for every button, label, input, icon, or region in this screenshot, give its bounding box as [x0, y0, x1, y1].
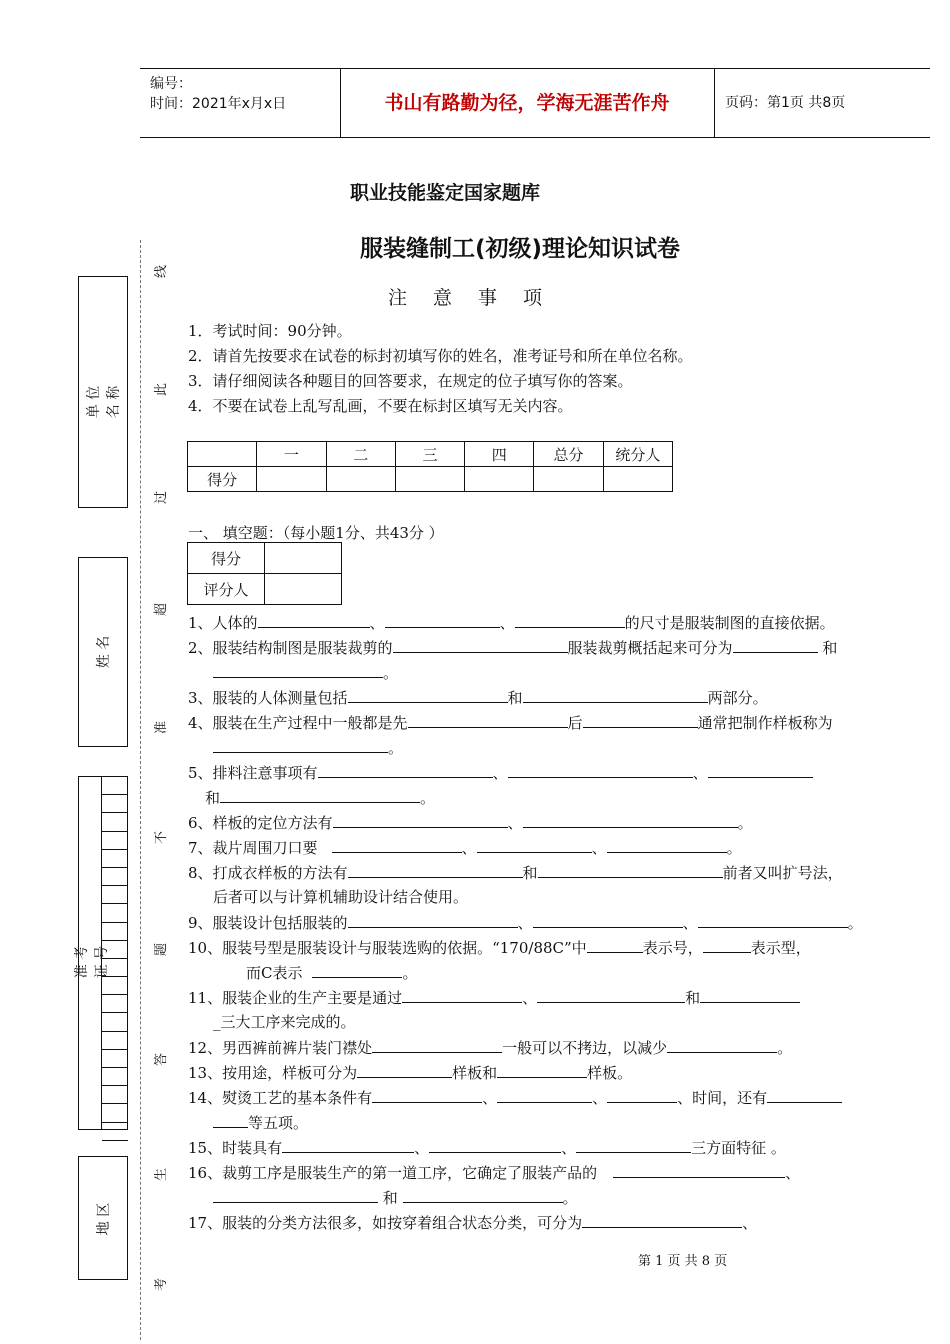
header-info-cell — [140, 69, 341, 137]
exam-number-label: 准 考 证 号 — [74, 945, 110, 979]
binding-char: 题 — [154, 942, 170, 957]
instruction-4: 4．不要在试卷上乱写乱画，不要在标封区填写无关内容。 — [188, 397, 573, 415]
question-15: 15、时装具有 、 、 三方面特征 。 — [188, 1136, 786, 1158]
score-cell[interactable] — [395, 467, 464, 492]
instruction-3: 3．请仔细阅读各种题目的回答要求，在规定的位子填写你的答案。 — [188, 372, 633, 390]
exam-number-box[interactable] — [74, 776, 128, 1130]
question-16-cont: 和 。 — [213, 1186, 578, 1208]
binding-char: 不 — [154, 830, 170, 845]
question-1: 1、人体的 、 、 的尺寸是服装制图的直接依据。 — [188, 611, 835, 633]
question-10-cont: 而C表示 。 — [246, 961, 418, 983]
time-label: 时间：2021年x月x日 — [150, 96, 287, 112]
question-7: 7、裁片周围刀口要 、 、 。 — [188, 836, 742, 858]
binding-char: 超 — [154, 602, 170, 617]
binding-char: 考 — [154, 1277, 170, 1292]
student-name-label: 姓 名 — [96, 635, 112, 669]
score-header-blank — [188, 442, 257, 467]
binding-line — [140, 240, 141, 1340]
question-4-cont: 。 — [213, 736, 403, 758]
question-4: 4、服装在生产过程中一般都是先 后 通常把制作样板称为 — [188, 711, 833, 733]
question-10: 10、服装号型是服装设计与服装选购的依据。“170/88C”中 表示号， 表示型， — [188, 936, 811, 958]
section-grader-table — [187, 542, 342, 605]
binding-char: 答 — [154, 1052, 170, 1067]
grader-score-cell[interactable] — [265, 543, 342, 574]
score-cell[interactable] — [326, 467, 395, 492]
question-6: 6、样板的定位方法有 、 。 — [188, 811, 753, 833]
binding-char: 此 — [154, 382, 170, 397]
binding-char: 线 — [154, 264, 170, 279]
region-label: 地 区 — [96, 1202, 112, 1236]
exam-title: 服装缝制工(初级)理论知识试卷 — [360, 236, 681, 262]
grader-person-cell[interactable] — [265, 574, 342, 605]
score-header-2: 二 — [326, 442, 395, 467]
motto: 书山有路勤为径，学海无涯苦作舟 — [340, 69, 715, 137]
question-12: 12、男西裤前裤片装门襟处 一般可以不拷边，以减少 。 — [188, 1036, 792, 1058]
score-summary-table — [187, 441, 673, 492]
score-cell[interactable] — [603, 467, 672, 492]
student-name-box[interactable] — [78, 557, 128, 747]
score-cell[interactable] — [465, 467, 534, 492]
unit-name-label: 单 位 名 称 — [86, 385, 122, 419]
score-cell[interactable] — [257, 467, 326, 492]
question-11-cont: _三大工序来完成的。 — [213, 1013, 356, 1031]
region-box[interactable] — [78, 1156, 128, 1280]
instruction-2: 2．请首先按要求在试卷的标封初填写你的姓名，准考证号和所在单位名称。 — [188, 347, 693, 365]
question-17: 17、服装的分类方法很多，如按穿着组合状态分类，可分为 、 — [188, 1211, 757, 1233]
score-row-label: 得分 — [188, 467, 257, 492]
question-13: 13、按用途，样板可分为 样板和 样板。 — [188, 1061, 632, 1083]
page-counter: 页码：第1页 共8页 — [725, 95, 846, 111]
question-5-cont: 和 。 — [205, 786, 435, 808]
binding-char: 过 — [154, 490, 170, 505]
binding-char: 生 — [154, 1167, 170, 1182]
question-3: 3、服装的人体测量包括 和 两部分。 — [188, 686, 768, 708]
page-footer: 第 1 页 共 8 页 — [638, 1254, 728, 1269]
page-header — [140, 68, 930, 138]
question-14: 14、熨烫工艺的基本条件有 、 、 、时间，还有 — [188, 1086, 842, 1108]
unit-name-box[interactable] — [78, 276, 128, 508]
question-2-cont: 。 — [213, 661, 398, 683]
question-11: 11、服装企业的生产主要是通过 、 和 — [188, 986, 800, 1008]
score-header-1: 一 — [257, 442, 326, 467]
question-16: 16、裁剪工序是服装生产的第一道工序，它确定了服装产品的 、 — [188, 1161, 800, 1183]
score-header-tallier: 统分人 — [603, 442, 672, 467]
score-header-3: 三 — [395, 442, 464, 467]
score-cell[interactable] — [534, 467, 603, 492]
question-8-cont: 后者可以与计算机辅助设计结合使用。 — [213, 888, 469, 906]
grader-person-label: 评分人 — [188, 574, 265, 605]
binding-char: 准 — [154, 720, 170, 735]
section-1-title: 一、 填空题：（每小题1分、共43分 ） — [188, 524, 444, 542]
instruction-1: 1．考试时间：90分钟。 — [188, 322, 352, 340]
question-5: 5、排料注意事项有 、 、 — [188, 761, 813, 783]
number-label: 编号： — [150, 76, 192, 92]
question-14-cont: 等五项。 — [213, 1111, 308, 1133]
exam-bank-title: 职业技能鉴定国家题库 — [350, 182, 541, 204]
notice-heading: 注意事项 — [388, 287, 569, 309]
grader-score-label: 得分 — [188, 543, 265, 574]
question-9: 9、服装设计包括服装的 、 、 。 — [188, 911, 863, 933]
score-header-4: 四 — [465, 442, 534, 467]
score-header-total: 总分 — [534, 442, 603, 467]
exam-number-grid[interactable] — [101, 777, 128, 1129]
question-2: 2、服装结构制图是服装裁剪的 服装裁剪概括起来可分为 和 — [188, 636, 837, 658]
question-8: 8、打成衣样板的方法有 和 前者又叫扩号法， — [188, 861, 843, 883]
